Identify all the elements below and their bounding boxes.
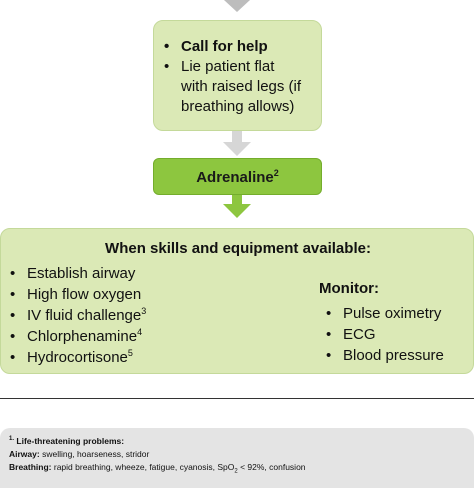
list-item-establish-airway: • Establish airway [10, 263, 146, 284]
monitor-heading: Monitor: [319, 280, 379, 297]
monitor-list [326, 303, 444, 366]
call-for-help-list [164, 37, 301, 117]
call-for-help-box [153, 20, 322, 131]
arrow-top [222, 0, 252, 16]
footnote-box [0, 428, 474, 488]
list-item-chlorphenamine: • Chlorphenamine$^4$ [10, 326, 146, 347]
list-item-ecg: • ECG [326, 324, 444, 345]
list-item-call-for-help: • Call for help [164, 37, 301, 57]
list-item-high-flow-oxygen: • High flow oxygen [10, 284, 146, 305]
arrow-call-to-adrenaline [222, 131, 252, 157]
list-item-lie-patient-flat: • Lie patient flat with raised legs (if breathing allows) [164, 57, 301, 117]
skills-left-list [10, 263, 146, 368]
adrenaline-box [153, 158, 322, 195]
footnote-airway: Airway: swelling, hoarseness, stridor [9, 449, 150, 459]
list-item-iv-fluid-challenge: • IV fluid challenge$^3$ [10, 305, 146, 326]
list-item-pulse-oximetry: • Pulse oximetry [326, 303, 444, 324]
footnote-1-title: $^{1.}$ Life-threatening problems: [9, 436, 125, 446]
arrow-adrenaline-to-skills [222, 195, 252, 219]
divider [0, 398, 474, 399]
list-item-hydrocortisone: • Hydrocortisone$^5$ [10, 347, 146, 368]
adrenaline-label: Adrenaline$^2$ [196, 168, 279, 186]
skills-equipment-box [0, 228, 474, 374]
skills-heading: When skills and equipment available: [105, 240, 371, 257]
list-item-blood-pressure: • Blood pressure [326, 345, 444, 366]
footnote-breathing: Breathing: rapid breathing, wheeze, fatigue, cyanosis, SpO$_2$ < 92%, confusion [9, 462, 306, 475]
